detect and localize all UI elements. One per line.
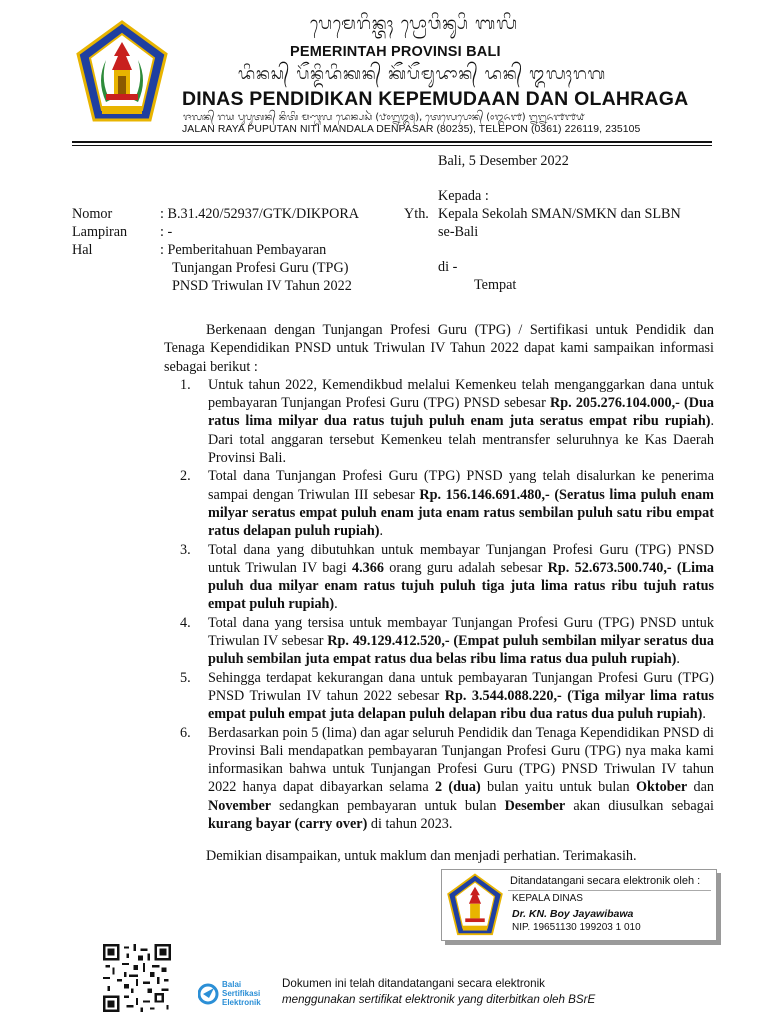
signer-name: Dr. KN. Boy Jayawibawa xyxy=(512,908,634,920)
list-number: 1. xyxy=(180,376,191,393)
point-text: Sehingga terdapat kekurangan dana untuk pembayaran Tunjangan Profesi Guru (TPG) PNSD Triwulan IV tahun 2022 sebesar xyxy=(208,669,714,704)
tempat-label: Tempat xyxy=(474,277,517,293)
point-text: Total dana Tunjangan Profesi Guru (TPG) PNSD yang telah disalurkan ke penerima sampai dengan Triwulan III sebesar xyxy=(208,468,714,503)
point-text: akan diusulkan sebagai xyxy=(565,797,715,814)
bsre-logo-line-1: Balai xyxy=(222,980,242,989)
bsre-logo-line-3: Elektronik xyxy=(222,998,261,1007)
point-text: di tahun 2023. xyxy=(367,816,453,833)
point-amount: Rp. 205.276.104.000,- (Dua ratus lima milyar dua ratus tujuh puluh enam juta seratus empat ribu rupiah) xyxy=(208,395,714,430)
hal-line-3: PNSD Triwulan IV Tahun 2022 xyxy=(172,278,352,294)
balinese-script-address: ᬚᬮᬦ᭄ ᬭᬬ ᬧᬸᬧᬸᬢᬦ᭄ ᬦᬶᬢᬶ ᬫᬡ᭄ᬟᬮ ᬤᬾᬦ᭄ᬧᬲᬃ (᭘᭐᭒᭓᭕), ᬢᬾᬮᬾᬧᭀᬦ᭄ (᭐᭓᭖᭑) ᭒᭒᭖᭑᭑᭙ xyxy=(183,112,585,123)
point-text: . xyxy=(676,651,680,668)
teacher-count: 4.366 xyxy=(352,559,384,576)
point-text: orang guru adalah sebesar xyxy=(383,559,548,576)
signer-nip: NIP. 19651130 199203 1 010 xyxy=(512,922,641,933)
place-date: Bali, 5 Desember 2022 xyxy=(438,153,569,169)
lampiran-value: : - xyxy=(160,224,173,240)
list-number: 4. xyxy=(180,614,191,631)
point-amount: Rp. 3.544.088.220,- (Tiga milyar lima ratus empat puluh empat juta delapan puluh delapan ribu dua ratus dua puluh rupiah) xyxy=(208,687,714,723)
point-text: Untuk tahun 2022, Kemendikbud melalui Kemenkeu telah menganggarkan dana untuk pembayaran Tunjangan Profesi Guru (TPG) PNSD sebesar xyxy=(208,376,714,412)
list-number: 6. xyxy=(180,724,191,741)
hal-line-2: Tunjangan Profesi Guru (TPG) xyxy=(172,260,349,276)
footer-note-line-1: Dokumen ini telah ditandatangani secara elektronik xyxy=(282,977,545,990)
list-item xyxy=(164,467,714,540)
signature-heading: Ditandatangani secara elektronik oleh : xyxy=(510,875,701,887)
balinese-script-line-2: ᬤᬶᬦᬲ᭄ ᬧᭂᬦ᭄ᬤᬶᬤᬶᬓᬦ᭄ ᬓᭂᬧᭂᬫᬸᬤᬵᬦ᭄ ᬤᬦ᭄ ᬑᬮᬄᬭᬕ xyxy=(238,64,607,83)
point-text: Total dana yang dibutuhkan untuk membayar Tunjangan Profesi Guru (TPG) PNSD untuk Triwulan IV bagi xyxy=(208,541,714,576)
recipient-line-2: se-Bali xyxy=(438,224,479,240)
list-item xyxy=(164,541,714,614)
bsre-logo-line-2: Sertifikasi xyxy=(222,989,261,998)
month-october: Oktober xyxy=(635,779,688,796)
footer-note-line-2: menggunakan sertifikat elektronik yang diterbitkan oleh BSrE xyxy=(282,993,596,1006)
nomor-label: Nomor xyxy=(72,206,113,222)
list-number: 5. xyxy=(180,669,191,686)
point-text: sedangkan pembayaran untuk bulan xyxy=(271,797,505,814)
point-text: . xyxy=(379,523,384,540)
month-december: Desember xyxy=(504,797,566,814)
bsre-logo xyxy=(198,976,278,1012)
point-text: . Dari total anggaran tersebut Kemenkeu telah mentransfer seluruhnya ke Kas Daerah Provinsi Bali. xyxy=(208,413,714,467)
list-item xyxy=(164,669,714,724)
kepada-label: Kepada : xyxy=(438,188,489,204)
list-number: 2. xyxy=(180,468,191,485)
list-item xyxy=(164,614,714,669)
hal-label: Hal xyxy=(72,242,93,258)
info-list xyxy=(164,376,714,833)
government-name: PEMERINTAH PROVINSI BALI xyxy=(290,44,501,60)
qr-code xyxy=(103,944,171,1012)
signature-divider xyxy=(508,890,711,891)
closing-sentence: Demikian disampaikan, untuk maklum dan menjadi perhatian. Terimakasih. xyxy=(206,848,637,864)
letterhead-divider-thin xyxy=(72,145,712,146)
list-number: 3. xyxy=(180,541,191,558)
department-name: DINAS PENDIDIKAN KEPEMUDAAN DAN OLAHRAGA xyxy=(182,88,689,110)
di-label: di - xyxy=(438,259,458,275)
letter-body xyxy=(164,321,714,833)
point-text: . xyxy=(702,706,706,723)
signer-title: KEPALA DINAS xyxy=(512,893,583,904)
point-text: Berdasarkan poin 5 (lima) dan agar seluruh Pendidik dan Tenaga Kependidikan PNSD di Provinsi Bali mendapatkan pembayaran Tunjangan Profesi Guru (TPG) nya maka kami informasikan bahwa untuk Tunjangan Profesi Guru (TPG) PNSD Triwulan IV tahun 2022 hanya dapat dibayarkan selama xyxy=(208,724,714,796)
letterhead-divider-thick xyxy=(72,141,712,143)
month-count: 2 (dua) xyxy=(434,779,481,796)
nomor-value: : B.31.420/52937/GTK/DIKPORA xyxy=(160,206,360,222)
point-amount: Rp. 52.673.500.740,- (Lima puluh dua milyar enam ratus tujuh puluh tiga juta lima ratus ribu tujuh ratus empat puluh rupiah) xyxy=(208,559,714,613)
point-text: bulan yaitu untuk bulan xyxy=(480,779,636,796)
month-november: November xyxy=(208,797,272,814)
point-text: Total dana yang tersisa untuk membayar Tunjangan Profesi Guru (TPG) PNSD untuk Triwulan IV sebesar xyxy=(208,614,714,650)
recipient-line-1: Kepala Sekolah SMAN/SMKN dan SLBN xyxy=(438,206,681,222)
list-item xyxy=(164,376,714,467)
point-amount: Rp. 49.129.412.520,- (Empat puluh sembilan milyar seratus dua puluh sembilan juta empat ratus dua belas ribu lima ratus dua puluh rupiah) xyxy=(208,633,714,668)
point-amount: Rp. 156.146.691.480,- (Seratus lima puluh enam milyar seratus empat puluh enam juta enam ratus sembilan puluh satu ribu empat ratus delapan puluh rupiah) xyxy=(208,486,714,540)
carry-over-note: kurang bayar (carry over) xyxy=(208,816,368,833)
yth-label: Yth. xyxy=(404,206,429,222)
office-address: JALAN RAYA PUPUTAN NITI MANDALA DENPASAR (80235), TELEPON (0361) 226119, 235105 xyxy=(182,124,641,135)
hal-line-1: : Pemberitahuan Pembayaran xyxy=(160,242,327,258)
lampiran-label: Lampiran xyxy=(72,224,128,240)
point-text: . xyxy=(334,596,338,613)
bali-province-logo-small xyxy=(447,873,503,937)
intro-paragraph: Berkenaan dengan Tunjangan Profesi Guru (TPG) / Sertifikasi untuk Pendidik dan Tenaga Kependidikan PNSD untuk Triwulan IV Tahun 2022 dapat kami sampaikan informasi sebagai berikut : xyxy=(164,322,714,375)
point-text: dan xyxy=(687,779,714,796)
list-item xyxy=(164,724,714,834)
balinese-script-line-1: ᬧᬾᬫᬾᬭᬶᬦ᭄ᬢᬄ ᬧ᭄ᬭᭀᬯᬶᬦ᭄ᬲᬶ ᬩᬮᬶ xyxy=(309,14,518,34)
